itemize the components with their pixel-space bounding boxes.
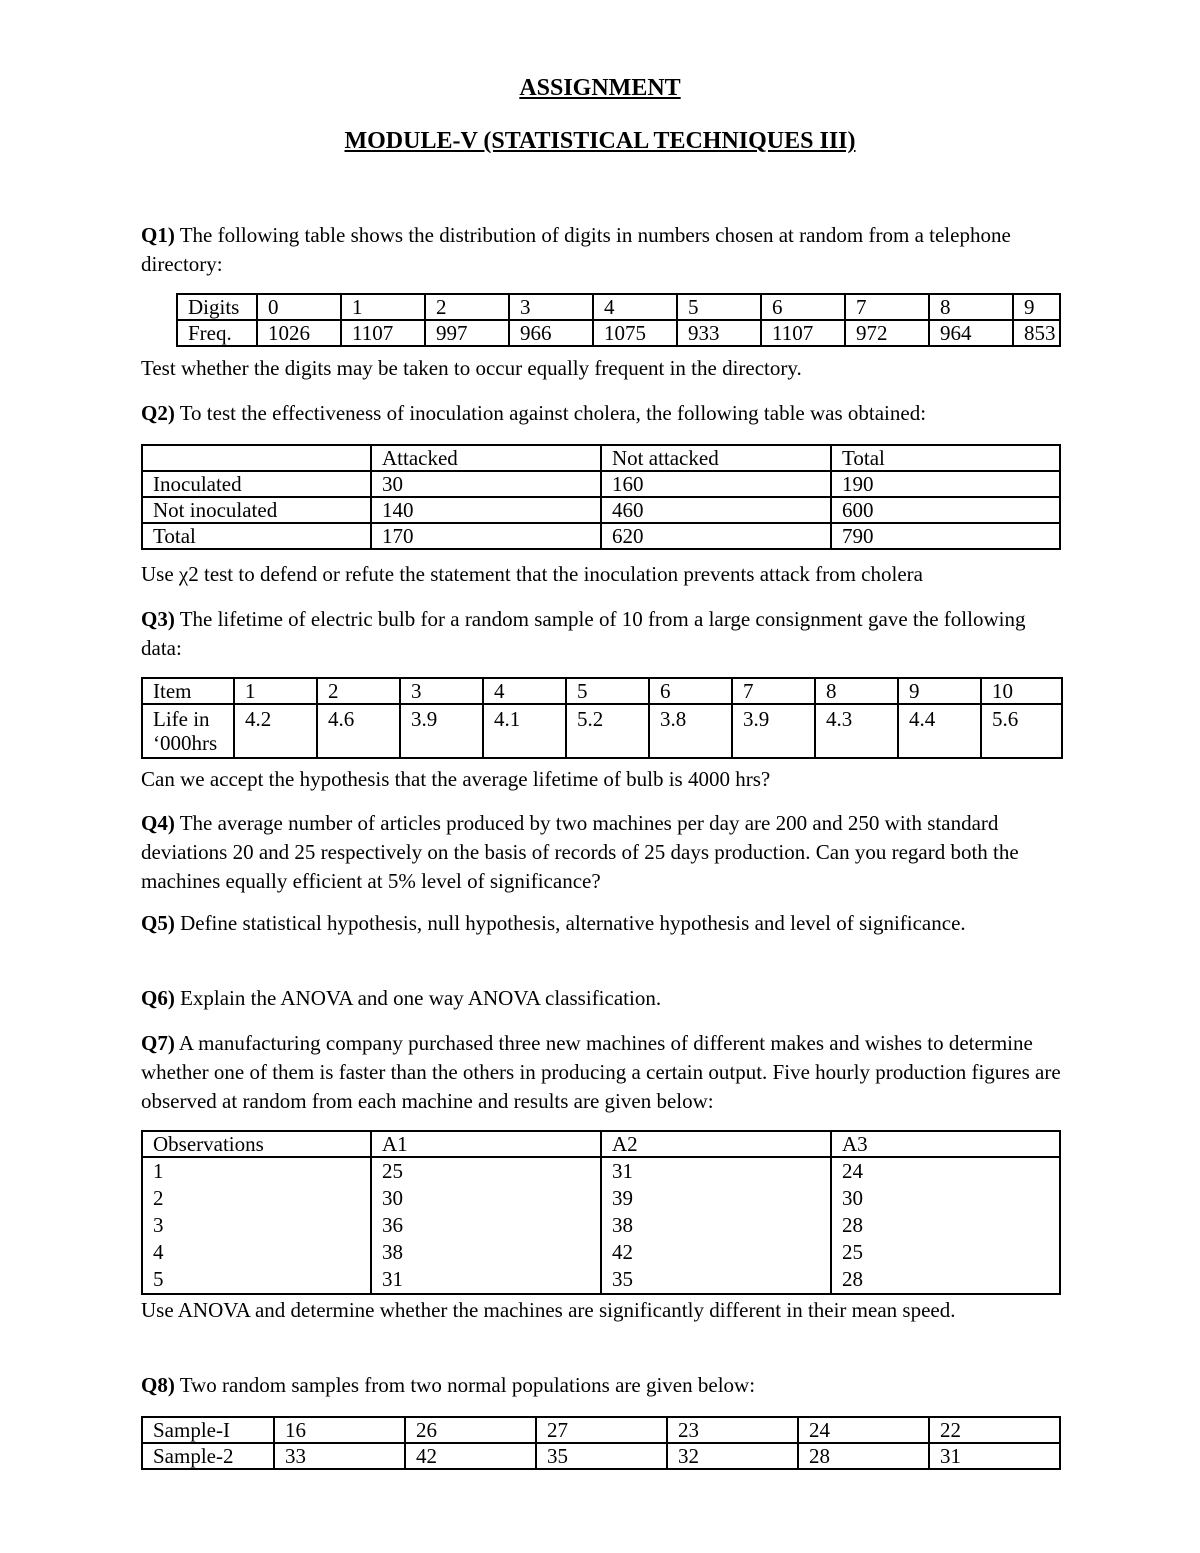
table-cell: Total bbox=[142, 523, 371, 549]
table-cell: 10 bbox=[981, 678, 1062, 704]
question-text: A manufacturing company purchased three new machines of different makes and wishes to determine whether one of them is faster than the others in producing a certain output. Five hourly production figures are observed at random from each machine and results are given below: bbox=[141, 1031, 1061, 1113]
table-cell: 4.6 bbox=[317, 704, 400, 758]
cell-value: 28 bbox=[842, 1267, 863, 1291]
table-cell: 1026 bbox=[257, 320, 341, 346]
table-cell: 190 bbox=[831, 471, 1060, 497]
inoculation-table bbox=[141, 444, 1061, 550]
table-cell: 620 bbox=[601, 523, 831, 549]
page-subtitle: MODULE-V (STATISTICAL TECHNIQUES III) bbox=[344, 128, 856, 154]
table-cell: 4.2 bbox=[234, 704, 317, 758]
cell-value: 5 bbox=[153, 1267, 164, 1291]
machine-observations-table bbox=[141, 1130, 1061, 1295]
table-cell: 4.3 bbox=[815, 704, 898, 758]
table-cell: 35 bbox=[536, 1443, 667, 1469]
question-text: The lifetime of electric bulb for a random sample of 10 from a large consignment gave the following data: bbox=[141, 607, 1026, 660]
table-cell: 966 bbox=[509, 320, 593, 346]
question-4 bbox=[141, 809, 1071, 896]
samples-table bbox=[141, 1416, 1061, 1470]
table-cell: 7 bbox=[845, 294, 929, 320]
question-text: Two random samples from two normal populations are given below: bbox=[174, 1373, 756, 1397]
table-cell: 42 bbox=[405, 1443, 536, 1469]
table-cell: 5.2 bbox=[566, 704, 649, 758]
table-cell: 31 bbox=[929, 1443, 1060, 1469]
table-cell: 6 bbox=[649, 678, 732, 704]
table-cell: 33 bbox=[274, 1443, 405, 1469]
table-cell: 2 bbox=[425, 294, 509, 320]
question-1 bbox=[141, 221, 1071, 279]
table-cell: 23 bbox=[667, 1417, 798, 1443]
table-row bbox=[177, 294, 1060, 320]
table-row bbox=[177, 320, 1060, 346]
question-text: The following table shows the distribution of digits in numbers chosen at random from a telephone directory: bbox=[141, 223, 1011, 276]
table-cell: 933 bbox=[677, 320, 761, 346]
cell-value: 31 bbox=[382, 1267, 403, 1291]
table-cell: 9 bbox=[1013, 294, 1060, 320]
cell-value: 39 bbox=[612, 1186, 633, 1210]
table-cell: 32 bbox=[667, 1443, 798, 1469]
question-5 bbox=[141, 909, 1071, 938]
table-cell: 1 bbox=[234, 678, 317, 704]
table-cell: 1107 bbox=[761, 320, 845, 346]
table-cell: 1075 bbox=[593, 320, 677, 346]
table-cell: 790 bbox=[831, 523, 1060, 549]
bulb-lifetime-table bbox=[141, 677, 1063, 759]
table-cell: 4.1 bbox=[483, 704, 566, 758]
table-cell: 5 bbox=[566, 678, 649, 704]
question-number: Q5) bbox=[141, 911, 175, 935]
table-cell: 853 bbox=[1013, 320, 1060, 346]
table-cell bbox=[142, 445, 371, 471]
table-row bbox=[142, 1443, 1060, 1469]
cell-value: 38 bbox=[382, 1240, 403, 1264]
cell-value: 2 bbox=[153, 1186, 164, 1210]
page-title: ASSIGNMENT bbox=[519, 75, 681, 101]
table-cell: Not inoculated bbox=[142, 497, 371, 523]
table-cell: 2 bbox=[317, 678, 400, 704]
table-cell: 1107 bbox=[341, 320, 425, 346]
table-cell: 3 bbox=[400, 678, 483, 704]
table-row bbox=[142, 445, 1060, 471]
table-row bbox=[142, 704, 1062, 758]
cell-value: 25 bbox=[382, 1159, 403, 1183]
question-text: Define statistical hypothesis, null hypothesis, alternative hypothesis and level of significance. bbox=[174, 911, 966, 935]
table-cell: Not attacked bbox=[601, 445, 831, 471]
cell-value: 31 bbox=[612, 1159, 633, 1183]
cell-value: 4 bbox=[153, 1240, 164, 1264]
table-cell: 3.9 bbox=[732, 704, 815, 758]
cell-value: 1 bbox=[153, 1159, 164, 1183]
question-3-instruction: Can we accept the hypothesis that the average lifetime of bulb is 4000 hrs? bbox=[141, 767, 771, 791]
table-column-cell bbox=[601, 1157, 831, 1294]
table-cell: 5.6 bbox=[981, 704, 1062, 758]
table-cell: Life in ‘000hrs bbox=[142, 704, 234, 758]
table-column-cell bbox=[831, 1157, 1060, 1294]
cell-value: 28 bbox=[842, 1213, 863, 1237]
table-cell: Digits bbox=[177, 294, 257, 320]
cell-value: 24 bbox=[842, 1159, 863, 1183]
question-number: Q4) bbox=[141, 811, 175, 835]
table-cell: 24 bbox=[798, 1417, 929, 1443]
table-row bbox=[142, 471, 1060, 497]
table-cell: 0 bbox=[257, 294, 341, 320]
table-cell: 3 bbox=[509, 294, 593, 320]
table-cell: A2 bbox=[601, 1131, 831, 1157]
question-1-instruction: Test whether the digits may be taken to occur equally frequent in the directory. bbox=[141, 356, 802, 380]
cell-value: 38 bbox=[612, 1213, 633, 1237]
table-row bbox=[142, 497, 1060, 523]
table-cell: 460 bbox=[601, 497, 831, 523]
table-cell: 3.8 bbox=[649, 704, 732, 758]
cell-value: 35 bbox=[612, 1267, 633, 1291]
question-6 bbox=[141, 984, 1071, 1013]
table-cell: 972 bbox=[845, 320, 929, 346]
table-cell: 8 bbox=[929, 294, 1013, 320]
table-cell: 160 bbox=[601, 471, 831, 497]
table-cell: A1 bbox=[371, 1131, 601, 1157]
table-cell: 22 bbox=[929, 1417, 1060, 1443]
table-cell: 26 bbox=[405, 1417, 536, 1443]
table-cell: 997 bbox=[425, 320, 509, 346]
question-text: The average number of articles produced by two machines per day are 200 and 250 with standard deviations 20 and 25 respectively on the basis of records of 25 days production. Can you regard both the machines equally efficient at 5% level of significance? bbox=[141, 811, 1019, 893]
question-7-instruction: Use ANOVA and determine whether the machines are significantly different in their mean speed. bbox=[141, 1298, 956, 1322]
table-cell: Sample-I bbox=[142, 1417, 274, 1443]
table-cell: 3.9 bbox=[400, 704, 483, 758]
table-cell: 4 bbox=[483, 678, 566, 704]
question-number: Q8) bbox=[141, 1373, 175, 1397]
cell-value: 42 bbox=[612, 1240, 633, 1264]
question-number: Q7) bbox=[141, 1031, 175, 1055]
table-cell: Sample-2 bbox=[142, 1443, 274, 1469]
cell-value: 30 bbox=[842, 1186, 863, 1210]
question-number: Q2) bbox=[141, 401, 175, 425]
table-column-cell bbox=[371, 1157, 601, 1294]
question-2-instruction: Use χ2 test to defend or refute the statement that the inoculation prevents attack from cholera bbox=[141, 562, 923, 586]
question-2 bbox=[141, 399, 1071, 428]
question-number: Q6) bbox=[141, 986, 175, 1010]
table-cell: 170 bbox=[371, 523, 601, 549]
question-number: Q1) bbox=[141, 223, 175, 247]
table-cell: 4.4 bbox=[898, 704, 981, 758]
table-cell: 4 bbox=[593, 294, 677, 320]
table-cell: Attacked bbox=[371, 445, 601, 471]
table-cell: 1 bbox=[341, 294, 425, 320]
question-number: Q3) bbox=[141, 607, 175, 631]
table-cell: 140 bbox=[371, 497, 601, 523]
table-cell: 30 bbox=[371, 471, 601, 497]
table-cell: 27 bbox=[536, 1417, 667, 1443]
table-cell: 9 bbox=[898, 678, 981, 704]
table-cell: A3 bbox=[831, 1131, 1060, 1157]
cell-value: 36 bbox=[382, 1213, 403, 1237]
table-cell: 600 bbox=[831, 497, 1060, 523]
question-3 bbox=[141, 605, 1071, 663]
table-row bbox=[142, 678, 1062, 704]
table-cell: 7 bbox=[732, 678, 815, 704]
table-cell: Observations bbox=[142, 1131, 371, 1157]
table-column-cell bbox=[142, 1157, 371, 1294]
table-cell: Item bbox=[142, 678, 234, 704]
table-cell: 28 bbox=[798, 1443, 929, 1469]
table-cell: 964 bbox=[929, 320, 1013, 346]
cell-value: 3 bbox=[153, 1213, 164, 1237]
table-cell: 16 bbox=[274, 1417, 405, 1443]
table-row bbox=[142, 1131, 1060, 1157]
question-8 bbox=[141, 1371, 1071, 1400]
table-cell: Total bbox=[831, 445, 1060, 471]
table-row bbox=[142, 1157, 1060, 1294]
table-cell: Inoculated bbox=[142, 471, 371, 497]
cell-value: 30 bbox=[382, 1186, 403, 1210]
table-cell: 8 bbox=[815, 678, 898, 704]
table-cell: 6 bbox=[761, 294, 845, 320]
question-7 bbox=[141, 1029, 1071, 1116]
question-text: Explain the ANOVA and one way ANOVA classification. bbox=[174, 986, 662, 1010]
table-cell: Freq. bbox=[177, 320, 257, 346]
digits-frequency-table bbox=[176, 293, 1061, 347]
table-row bbox=[142, 1417, 1060, 1443]
table-row bbox=[142, 523, 1060, 549]
table-cell: 5 bbox=[677, 294, 761, 320]
cell-value: 25 bbox=[842, 1240, 863, 1264]
question-text: To test the effectiveness of inoculation against cholera, the following table was obtained: bbox=[174, 401, 927, 425]
